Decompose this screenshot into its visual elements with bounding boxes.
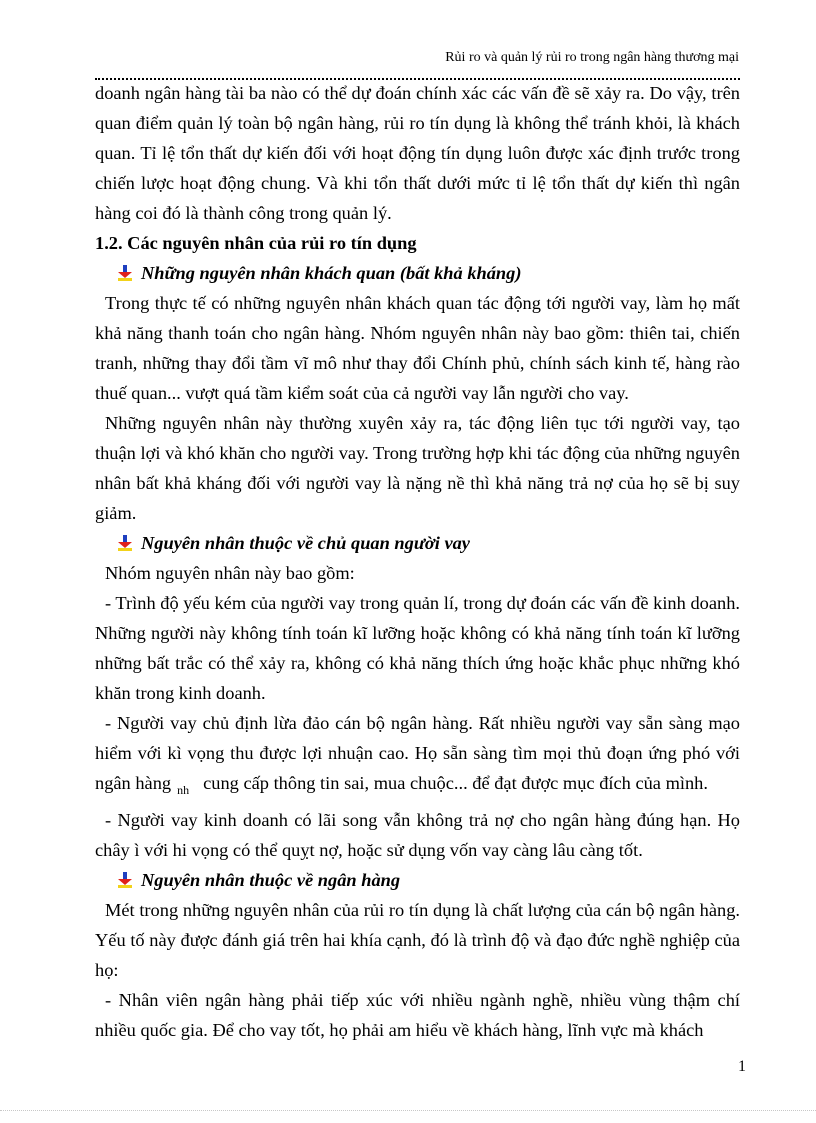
subheading-label: Nguyên nhân thuộc về ngân hàng [141, 870, 401, 890]
arrow-down-bullet-icon [117, 265, 133, 281]
list-item-staff-knowledge: - Nhân viên ngân hàng phải tiếp xúc với nhiều ngành nghề, nhiều vùng thậm chí nhiều quốc gia. Để cho vay tốt, họ phải am hiểu về khách hàng, lĩnh vực mà khách [95, 990, 740, 1040]
subheading-label: Những nguyên nhân khách quan (bất khả kháng) [141, 263, 522, 283]
section-heading: 1.2. Các nguyên nhân của rủi ro tín dụng [95, 233, 417, 253]
list-item-fraud-text: - Người vay chủ định lừa đảo cán bộ ngân hàng. Rất nhiều người vay sẵn sàng mạo hiểm với kì vọng thu được lợi nhuận cao. Họ sẵn sàng tìm mọi thủ đoạn ứng phó với ngân hàng [95, 713, 740, 793]
list-item-fraud-text-end: cung cấp thông tin sai, mua chuộc... để đạt được mục đích của mình. [203, 773, 708, 793]
page-header-title: Rủi ro và quản lý rủi ro trong ngân hàng thương mại [445, 50, 739, 65]
arrow-down-bullet-icon [117, 535, 133, 551]
paragraph-objective-impact: Những nguyên nhân này thường xuyên xảy ra, tác động liên tục tới người vay, tạo thuận lợi và khó khăn cho người vay. Trong trường hợp khi tác động của những nguyên nhân bất khả kháng đối với người vay là nặng nề thì khả năng trả nợ của họ sẽ bị suy giảm. [95, 413, 740, 523]
footer-divider [0, 1110, 816, 1111]
document-body [95, 78, 740, 1045]
paragraph-intro: doanh ngân hàng tài ba nào có thể dự đoán chính xác các vấn đề sẽ xảy ra. Do vậy, trên quan điểm quản lý toàn bộ ngân hàng, rủi ro tín dụng là không thể tránh khỏi, là khách quan. Tỉ lệ tổn thất dự kiến đối với hoạt động tín dụng luôn được xác định trước trong chiến lược hoạt động chung. Và khi tổn thất dưới mức tỉ lệ tổn thất dự kiến thì ngân hàng coi đó là thành công trong quản lý. [95, 83, 740, 223]
list-item-late-repayment: - Người vay kinh doanh có lãi song vẫn không trả nợ cho ngân hàng đúng hạn. Họ chây ì với hi vọng có thể quỵt nợ, hoặc sử dụng vốn vay càng lâu càng tốt. [95, 810, 740, 860]
page-number: 1 [738, 1058, 746, 1075]
subheading-borrower-causes [95, 528, 740, 558]
arrow-down-bullet-icon [117, 872, 133, 888]
paragraph-objective-causes: Trong thực tế có những nguyên nhân khách quan tác động tới người vay, làm họ mất khả năng thanh toán cho ngân hàng. Nhóm nguyên nhân này bao gồm: thiên tai, chiến tranh, những thay đổi tầm vĩ mô như thay đổi Chính phủ, chính sách kinh tế, hàng rào thuế quan... vượt quá tầm kiểm soát của cả người vay lẫn người cho vay. [95, 293, 740, 403]
paragraph-group-intro: Nhóm nguyên nhân này bao gồm: [105, 563, 355, 583]
inline-fragment: nh [177, 783, 190, 797]
subheading-bank-causes [95, 865, 740, 895]
list-item-weak-management: - Trình độ yếu kém của người vay trong quản lí, trong dự đoán các vấn đề kinh doanh. Những người này không tính toán kĩ lưỡng hoặc không có khả năng tính toán kĩ lưỡng những bất trắc có thể xảy ra, không có khả năng thích ứng hoặc khắc phục những khó khăn trong kinh doanh. [95, 593, 740, 703]
list-item-fraud [95, 708, 740, 805]
paragraph-bank-staff-quality: Mét trong những nguyên nhân của rủi ro tín dụng là chất lượng của cán bộ ngân hàng. Yếu tố này được đánh giá trên hai khía cạnh, đó là trình độ và đạo đức nghề nghiệp của họ: [95, 900, 740, 980]
subheading-objective-causes [95, 258, 740, 288]
subheading-label: Nguyên nhân thuộc về chủ quan người vay [141, 533, 470, 553]
